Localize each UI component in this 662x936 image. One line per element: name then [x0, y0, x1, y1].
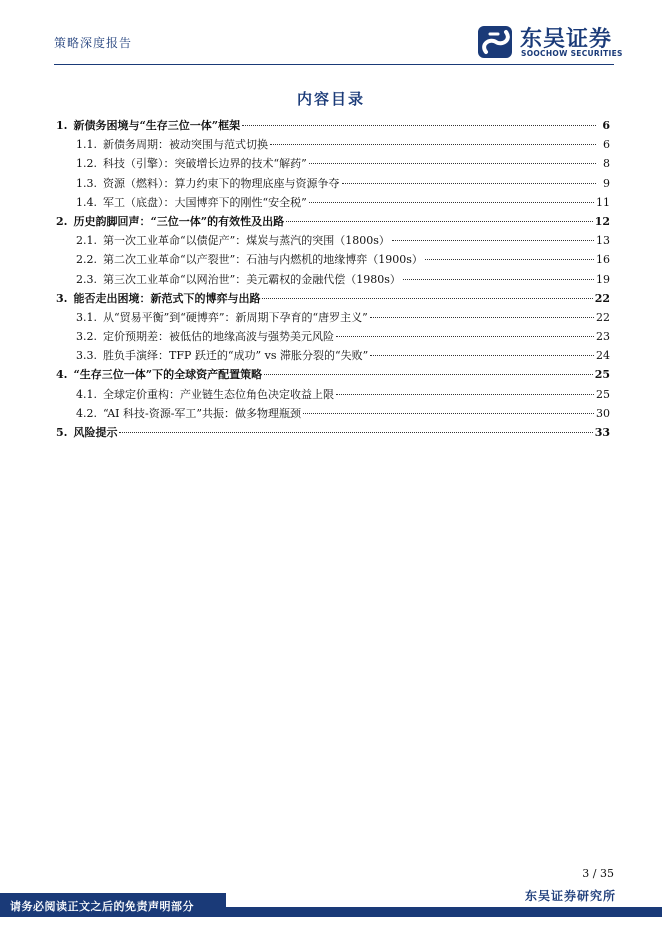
toc-chapter-entry[interactable]: [56, 366, 610, 385]
toc-entry-page: 22: [594, 291, 610, 305]
toc-entry-number: 4.1.: [76, 387, 97, 401]
header-divider: [54, 64, 614, 65]
footer-stripe: [226, 907, 662, 917]
toc-dot-leader: [392, 240, 594, 241]
toc-entry-title: 新债务周期：被动突围与范式切换: [103, 138, 268, 152]
toc-dot-leader: [425, 259, 594, 260]
toc-entry-title: 历史韵脚回声：“三位一体”的有效性及出路: [73, 214, 285, 228]
toc-entry-number: 2.3.: [76, 272, 97, 286]
toc-section-entry[interactable]: [56, 194, 610, 213]
table-of-contents: [56, 117, 610, 443]
logo-english-name: SOOCHOW SECURITIES: [521, 49, 623, 58]
toc-entry-page: 33: [594, 426, 610, 439]
toc-entry-number: 4.: [56, 368, 68, 382]
toc-entry-page: 8: [603, 157, 610, 171]
toc-dot-leader: [342, 183, 597, 184]
report-type-label: 策略深度报告: [54, 36, 133, 50]
toc-section-entry[interactable]: [56, 347, 610, 366]
toc-entry-title: 资源（燃料）：算力约束下的物理底座与资源争夺: [103, 176, 340, 190]
toc-entry-number: 2.: [56, 214, 68, 228]
toc-entry-number: 1.: [56, 119, 68, 132]
toc-dot-leader: [336, 394, 594, 395]
toc-section-entry[interactable]: [56, 251, 610, 270]
toc-dot-leader: [309, 163, 596, 164]
toc-entry-title: 军工（底盘）：大国博弈下的刚性“安全税”: [103, 195, 307, 209]
toc-entry-title: 能否走出困境：新范式下的博弈与出路: [73, 291, 261, 305]
toc-entry-page: 30: [596, 406, 610, 420]
toc-dot-leader: [370, 355, 594, 356]
toc-section-entry[interactable]: [56, 271, 610, 290]
toc-dot-leader: [270, 144, 596, 145]
toc-entry-page: 16: [596, 253, 610, 267]
toc-dot-leader: [119, 432, 592, 433]
toc-entry-page: 24: [596, 349, 610, 363]
toc-section-entry[interactable]: [56, 155, 610, 174]
toc-dot-leader: [264, 374, 593, 375]
toc-entry-title: 科技（引擎）：突破增长边界的技术“解药”: [103, 157, 307, 171]
toc-section-entry[interactable]: [56, 309, 610, 328]
toc-entry-title: 风险提示: [73, 426, 118, 439]
toc-dot-leader: [370, 317, 594, 318]
toc-entry-page: 11: [596, 195, 610, 209]
toc-entry-page: 25: [596, 387, 610, 401]
toc-entry-number: 2.1.: [76, 234, 97, 248]
toc-dot-leader: [303, 413, 594, 414]
toc-section-entry[interactable]: [56, 405, 610, 424]
toc-entry-title: “生存三位一体”下的全球资产配置策略: [73, 368, 263, 382]
toc-entry-page: 19: [596, 272, 610, 286]
toc-entry-number: 1.2.: [76, 157, 97, 171]
toc-entry-title: 全球定价重构：产业链生态位角色决定收益上限: [103, 387, 334, 401]
toc-entry-title: 定价预期差：被低估的地缘高波与强势美元风险: [103, 330, 334, 344]
toc-entry-number: 3.3.: [76, 349, 97, 363]
toc-entry-page: 6: [603, 138, 610, 152]
company-logo: [476, 22, 623, 62]
toc-entry-number: 5.: [56, 426, 68, 439]
toc-entry-page: 13: [596, 234, 610, 248]
toc-section-entry[interactable]: [56, 328, 610, 347]
toc-entry-page: 23: [596, 330, 610, 344]
toc-section-entry[interactable]: [56, 136, 610, 155]
toc-section-entry[interactable]: [56, 232, 610, 251]
toc-entry-title: 第三次工业革命“以网治世”：美元霸权的金融代偿（1980s）: [103, 272, 401, 286]
toc-chapter-entry[interactable]: [56, 117, 610, 136]
toc-section-entry[interactable]: [56, 386, 610, 405]
toc-entry-number: 4.2.: [76, 406, 97, 420]
page-number: 3 / 35: [582, 867, 614, 880]
institute-name: 东吴证券研究所: [524, 889, 616, 903]
toc-chapter-entry[interactable]: [56, 290, 610, 309]
toc-entry-number: 3.1.: [76, 310, 97, 324]
toc-entry-number: 1.3.: [76, 176, 97, 190]
logo-chinese-name: 东吴证券: [520, 27, 613, 52]
toc-title: 内容目录: [296, 90, 365, 108]
toc-chapter-entry[interactable]: [56, 424, 610, 443]
toc-entry-page: 6: [602, 119, 610, 132]
toc-entry-page: 12: [594, 214, 610, 228]
toc-dot-leader: [242, 125, 596, 126]
toc-dot-leader: [286, 221, 593, 222]
toc-dot-leader: [262, 298, 592, 299]
toc-entry-number: 3.: [56, 291, 68, 305]
toc-entry-page: 25: [594, 368, 610, 382]
toc-dot-leader: [309, 202, 594, 203]
toc-section-entry[interactable]: [56, 175, 610, 194]
toc-dot-leader: [403, 279, 594, 280]
toc-entry-number: 1.4.: [76, 195, 97, 209]
toc-entry-title: 新债务困境与“生存三位一体”框架: [73, 119, 241, 132]
disclaimer-text: 请务必阅读正文之后的免责声明部分: [10, 900, 194, 913]
soochow-logo-icon: [476, 22, 516, 62]
toc-dot-leader: [336, 336, 594, 337]
toc-entry-number: 2.2.: [76, 253, 97, 267]
toc-entry-title: 从“贸易平衡”到“硬博弈”：新周期下孕育的“唐罗主义”: [103, 310, 368, 324]
toc-entry-number: 3.2.: [76, 330, 97, 344]
toc-entry-page: 9: [603, 176, 610, 190]
toc-entry-title: “AI 科技-资源-军工”共振：做多物理瓶颈: [103, 406, 302, 420]
toc-entry-title: 第二次工业革命“以产裂世”：石油与内燃机的地缘博弈（1900s）: [103, 253, 423, 267]
toc-entry-page: 22: [596, 310, 610, 324]
toc-entry-number: 1.1.: [76, 138, 97, 152]
toc-entry-title: 第一次工业革命“以债促产”：煤炭与蒸汽的突围（1800s）: [103, 234, 390, 248]
toc-chapter-entry[interactable]: [56, 213, 610, 232]
toc-entry-title: 胜负手演绎：TFP 跃迁的“成功” vs 滞胀分裂的“失败”: [103, 349, 369, 363]
